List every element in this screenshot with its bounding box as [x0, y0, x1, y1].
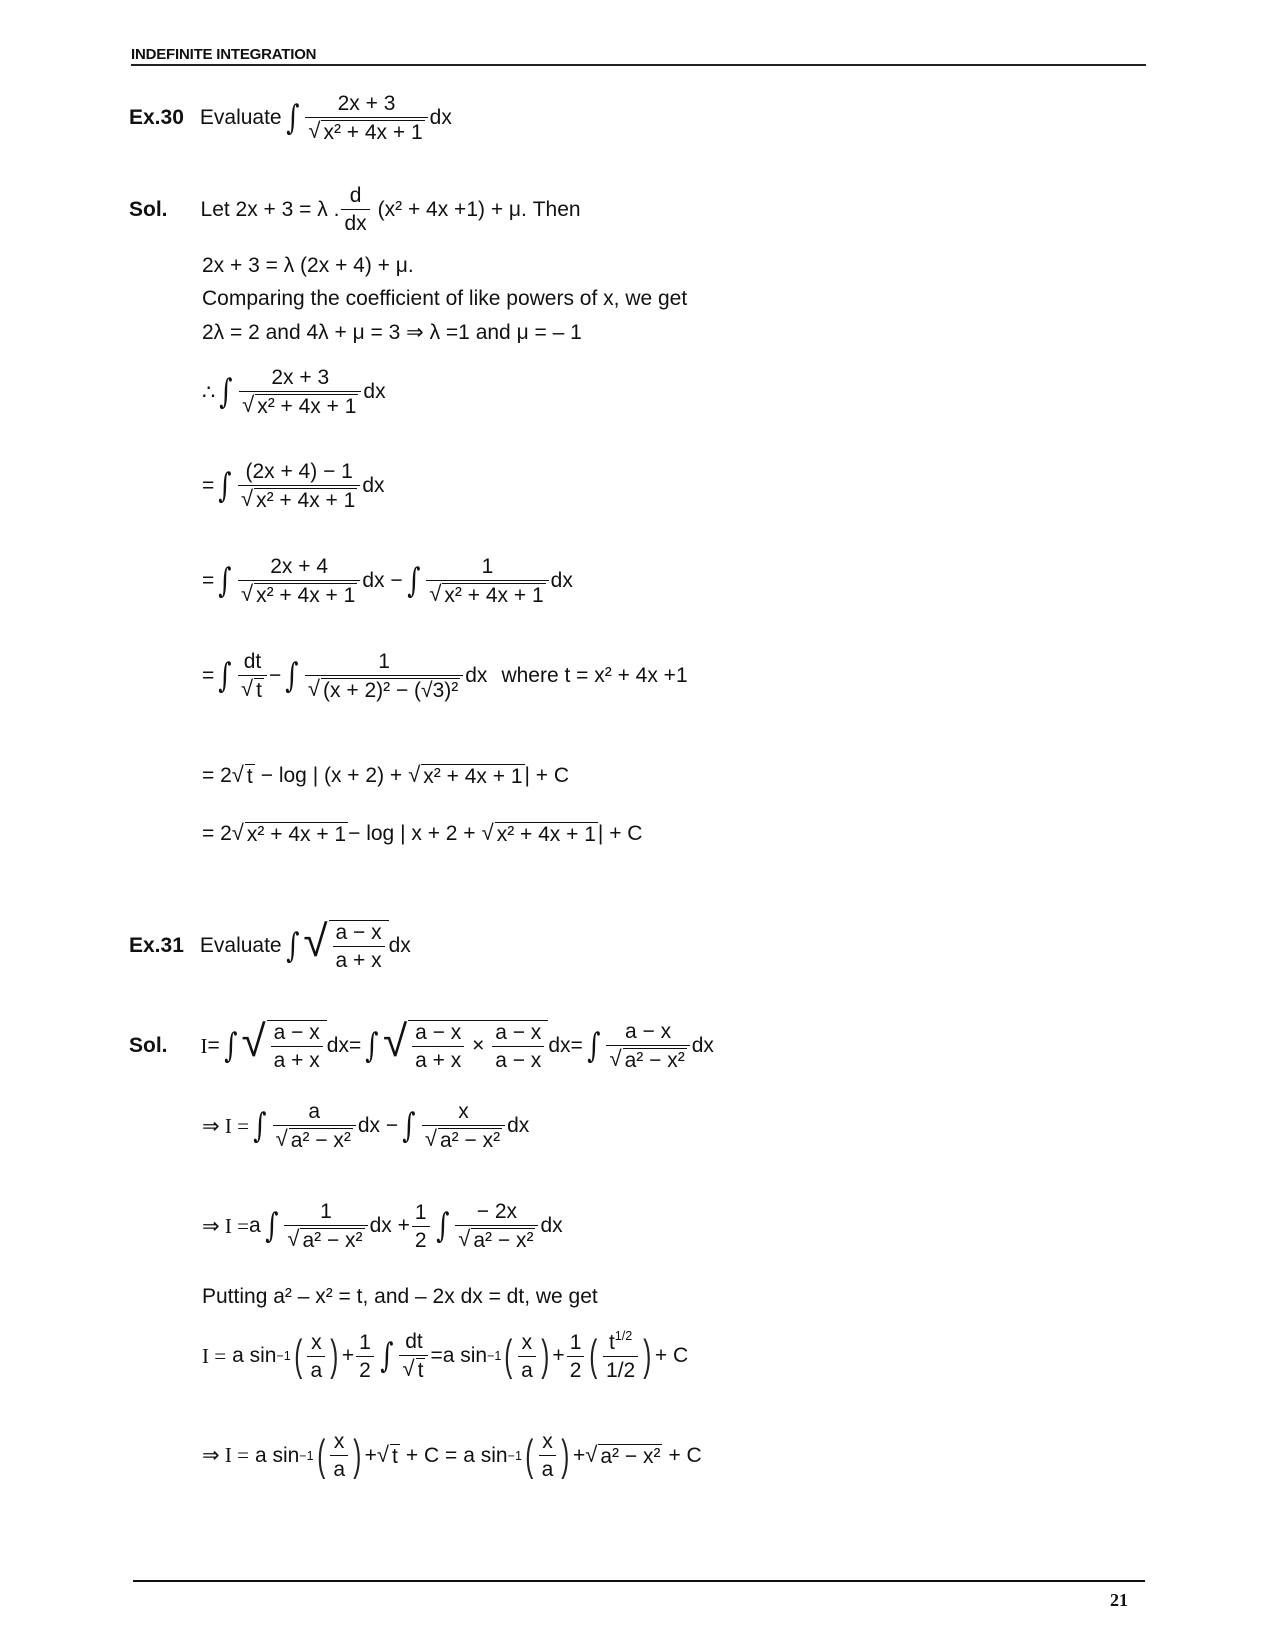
- question-prompt: Evaluate: [199, 106, 282, 130]
- radical: √ x² + 4x + 1: [481, 820, 596, 846]
- integral-sign: ∫: [218, 466, 232, 507]
- radical: √ x² + 4x + 1: [240, 486, 356, 513]
- ex30-step2: = ∫ (2x + 4) − 1 √ x² + 4x + 1 dx: [202, 460, 385, 513]
- radical: √ t: [240, 676, 262, 703]
- integral-sign: ∫: [586, 1026, 601, 1067]
- page-number: 21: [1110, 1590, 1128, 1610]
- ex30-sol-line2: 2x + 3 = λ (2x + 4) + μ.: [202, 254, 414, 277]
- fraction: 1 √ a² − x²: [284, 1200, 367, 1252]
- integral-sign: ∫: [402, 1106, 416, 1147]
- ex30-step1: ∴ ∫ 2x + 3 √ x² + 4x + 1 dx: [202, 366, 386, 419]
- differential: dx: [429, 106, 452, 130]
- integral-sign: ∫: [285, 98, 300, 139]
- derivative-operator: $\frac{d}{dx}$: [341, 184, 369, 235]
- fraction: (2x + 4) − 1 √ x² + 4x + 1: [238, 460, 360, 512]
- radical: √ $\frac{a - x}{a + x}$: [242, 1020, 327, 1072]
- ex30-sol-line3: Comparing the coefficient of like powers of x, we get: [202, 287, 688, 310]
- integral-sign: ∫: [285, 926, 300, 967]
- radical: √ t: [402, 1356, 424, 1383]
- ex31-sol-line1: Sol. I = ∫ √ $\frac{a - x}{a + x}$ dx = ∫ √ $\frac{a - x}{a + x}$ × $\frac{a - x}{a - x}$ dx = ∫ a − x √ a² − x² dx: [129, 1017, 714, 1073]
- ex31-step5: ⇒ I = a sin −1 ( $\frac{x}{a}$ ) + √ t + C = a sin −1 ( $\frac{x}{a}$ ) + √ a² − x² + C: [202, 1430, 702, 1482]
- fraction: 1 √ (x + 2)² − (√3)²: [305, 650, 463, 702]
- footer-rule: [133, 1580, 1145, 1582]
- solution-label: Sol.: [129, 1034, 168, 1058]
- fraction: dt √ t: [238, 650, 267, 702]
- radical: √ (x + 2)² − (√3)²: [307, 676, 459, 703]
- radical: √ x² + 4x + 1: [231, 820, 347, 846]
- integral-sign: ∫: [435, 1206, 450, 1247]
- example-label: Ex.30: [129, 106, 184, 130]
- radical: √ t: [231, 762, 253, 788]
- fraction: a − x √ a² − x²: [606, 1020, 689, 1072]
- fraction: x √ a² − x²: [422, 1100, 505, 1152]
- ex31-step4: I = a sin −1 ( $\frac{x}{a}$ ) + $\frac{1}{2}$ ∫ dt √ t = a sin −1 ( $\frac{x}{a}$ ) + $\frac{1}{2}$ ( $\frac{t^{1/2}}{1/2}$ ) + C: [202, 1328, 689, 1383]
- radical: √ $\frac{a - x}{a + x}$ × $\frac{a - x}{a - x}$: [383, 1020, 548, 1072]
- ex30-step6: = 2 √ x² + 4x + 1 − log | x + 2 + √ x² + 4x + 1 | + C: [202, 820, 643, 846]
- ex30-question: [129, 92, 452, 144]
- integral-sign: ∫: [219, 372, 233, 413]
- ex31-step3: ⇒ I = a ∫ 1 √ a² − x² dx + $\frac{1}{2}$ ∫ − 2x √ a² − x² dx: [202, 1200, 563, 1253]
- ex30-sol-line1: Sol. Let 2x + 3 = λ . $\frac{d}{dx}$ (x² + 4x +1) + μ. Then: [129, 184, 581, 236]
- integral-sign: ∫: [365, 1026, 379, 1067]
- integral-sign: ∫: [218, 656, 232, 697]
- radical: √ $\frac{a - x}{a + x}$: [303, 920, 388, 972]
- fraction: 2x + 4 √ x² + 4x + 1: [238, 555, 360, 607]
- radical: √ x² + 4x + 1: [408, 762, 523, 788]
- integral-sign: ∫: [406, 561, 421, 602]
- radical: √ a² − x²: [458, 1226, 534, 1253]
- ex31-step2: ⇒ I = ∫ a √ a² − x² dx − ∫ x √ a² − x² dx: [202, 1100, 530, 1153]
- fraction-half: $\frac{1}{2}$: [412, 1201, 430, 1252]
- radical: √ x² + 4x + 1: [429, 581, 544, 608]
- fraction: − 2x √ a² − x²: [455, 1200, 538, 1252]
- radical: √ x² + 4x + 1: [308, 118, 423, 145]
- ex30-sol-line4: 2λ = 2 and 4λ + μ = 3 ⇒ λ =1 and μ = – 1: [202, 321, 582, 344]
- radical: √ t: [376, 1441, 398, 1468]
- ex31-substitution-text: Putting a² – x² = t, and – 2x dx = dt, we get: [202, 1285, 598, 1308]
- fraction: a √ a² − x²: [273, 1100, 356, 1152]
- solution-label: Sol.: [129, 197, 168, 221]
- integral-sign: ∫: [253, 1106, 267, 1147]
- integral-sign: ∫: [379, 1336, 394, 1377]
- ex30-step3: = ∫ 2x + 4 √ x² + 4x + 1 dx − ∫ 1 √ x² + 4x + 1 dx: [202, 555, 573, 608]
- example-label: Ex.31: [129, 934, 184, 958]
- radical: √ a² − x²: [275, 1126, 351, 1153]
- ex30-step5: = 2 √ t − log | (x + 2) + √ x² + 4x + 1 | + C: [202, 762, 570, 788]
- radical: √ a² − x²: [609, 1046, 685, 1073]
- integral-sign: ∫: [285, 656, 299, 697]
- ex31-question: Ex.31 Evaluate ∫ √ $\frac{a - x}{a + x}$ dx: [129, 917, 411, 973]
- radical: √ x² + 4x + 1: [242, 392, 357, 419]
- header-rule: [131, 64, 1146, 66]
- radical: √ x² + 4x + 1: [240, 581, 356, 608]
- integral-sign: ∫: [218, 561, 232, 602]
- running-header: INDEFINITE INTEGRATION: [131, 46, 317, 63]
- fraction: 1 √ x² + 4x + 1: [426, 555, 548, 607]
- radical: √ a² − x²: [287, 1226, 363, 1253]
- radical: √ a² − x²: [424, 1126, 501, 1153]
- fraction: 2x + 3 √ x² + 4x + 1: [239, 366, 361, 418]
- radical: √ a² − x²: [585, 1441, 661, 1468]
- integral-sign: ∫: [223, 1026, 238, 1067]
- ex30-step4: = ∫ dt √ t − ∫ 1 √ (x + 2)² − (√3)² dx where t = x² + 4x +1: [202, 650, 688, 703]
- integrand-fraction: 2x + 3 √ x² + 4x + 1: [305, 92, 427, 144]
- integral-sign: ∫: [264, 1206, 279, 1247]
